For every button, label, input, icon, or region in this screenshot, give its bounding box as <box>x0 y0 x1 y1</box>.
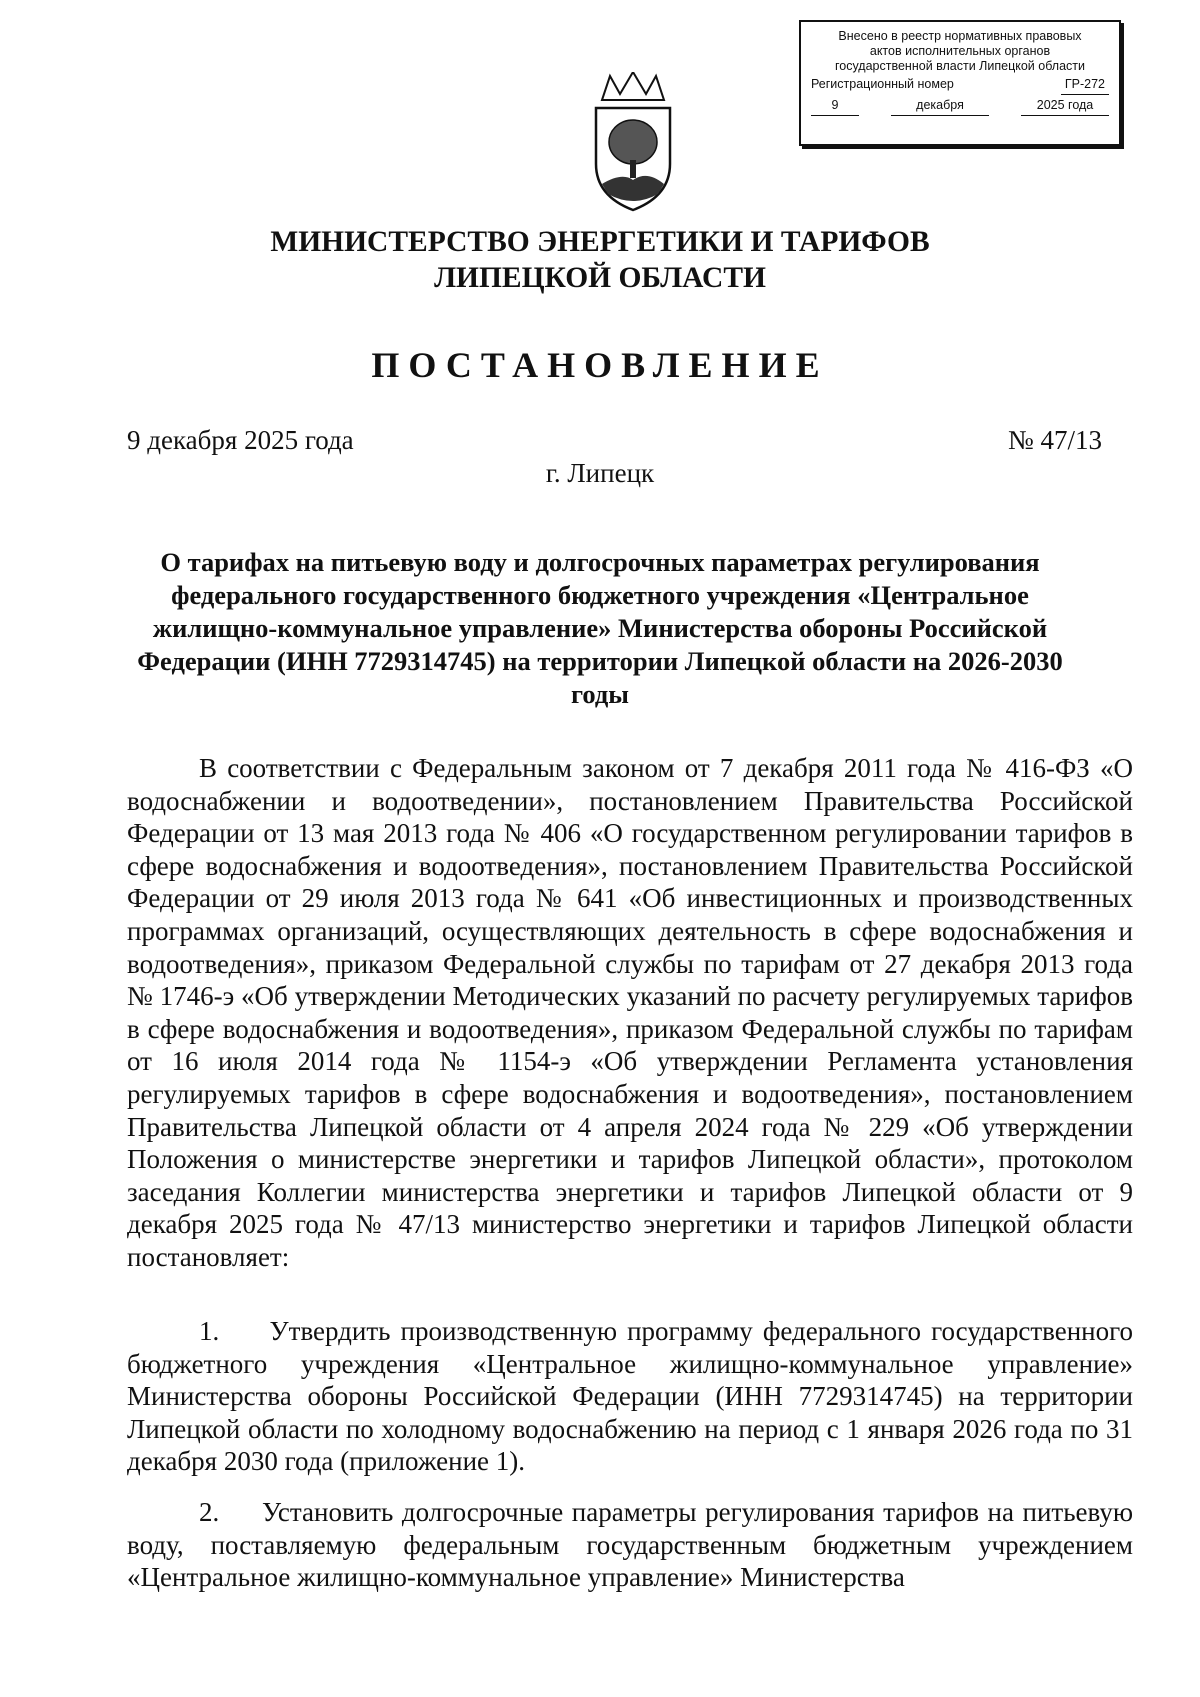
stamp-reg-row <box>811 74 1109 95</box>
stamp-reg-number: ГР-272 <box>1061 74 1109 95</box>
item-1-paragraph: 1. Утвердить производственную программу федерального государственного бюджетного учреждения «Центральное жилищно-коммунальное управление» Министерства обороны Российской Федерации (ИНН 7729314745) на территории Липецкой области по холодному водоснабжению на период с 1 января 2026 года по 31 декабря 2030 года (приложение 1). <box>127 1316 1133 1477</box>
document-number: № 47/13 <box>1007 425 1102 455</box>
document-subject: О тарифах на питьевую воду и долгосрочных параметрах регулирования федерального государственного бюджетного учреждения «Центральное жилищно-коммунальное управление» Министерства обороны Российской Федерации (ИНН 7729314745) на территории Липецкой области на 2026-2030 годы <box>137 547 1063 709</box>
stamp-year: 2025 года <box>1021 95 1109 116</box>
stamp-line-3: государственной власти Липецкой области <box>834 59 1086 73</box>
document-type: ПОСТАНОВЛЕНИЕ <box>371 345 829 385</box>
registry-stamp <box>799 20 1121 146</box>
preamble-paragraph: В соответствии с Федеральным законом от 7 декабря 2011 года № 416-ФЗ «О водоснабжении и водоотведении», постановлением Правительства Российской Федерации от 13 мая 2013 года № 406 «О государственном регулировании тарифов в сфере водоснабжения и водоотведения», постановлением Правительства Российской Федерации от 29 июля 2013 года № 641 «Об инвестиционных и производственных программах организаций, осуществляющих деятельность в сфере водоснабжения и водоотведения», приказом Федеральной службы по тарифам от 27 декабря 2013 года № 1746-э «Об утверждении Методических указаний по расчету регулируемых тарифов в сфере водоснабжения и водоотведения», приказом Федеральной службы по тарифам от 16 июля 2014 года № 1154-э «Об утверждении Регламента установления регулируемых тарифов в сфере водоснабжения и водоотведения», постановлением Правительства Липецкой области от 4 апреля 2024 года № 229 «Об утверждении Положения о министерстве энергетики и тарифов Липецкой области», протоколом заседания Коллегии министерства энергетики и тарифов Липецкой области от 9 декабря 2025 года № 47/13 министерство энергетики и тарифов Липецкой области постановляет: <box>127 753 1133 1272</box>
ministry-name-line-2: ЛИПЕЦКОЙ ОБЛАСТИ <box>434 262 766 294</box>
stamp-line-1: Внесено в реестр нормативных правовых <box>838 29 1082 43</box>
document-city: г. Липецк <box>545 458 655 488</box>
document-date: 9 декабря 2025 года <box>127 425 354 455</box>
stamp-date-row <box>811 95 1109 116</box>
stamp-reg-label: Регистрационный номер <box>811 77 954 91</box>
stamp-month: декабря <box>891 95 989 116</box>
item-2-paragraph: 2. Установить долгосрочные параметры регулирования тарифов на питьевую воду, поставляемую федеральным государственным бюджетным учреждением «Центральное жилищно-коммунальное управление» Министерства <box>127 1497 1133 1593</box>
ministry-name-line-1: МИНИСТЕРСТВО ЭНЕРГЕТИКИ И ТАРИФОВ <box>270 226 930 258</box>
stamp-day: 9 <box>811 95 859 116</box>
stamp-line-2: актов исполнительных органов <box>869 44 1051 58</box>
coat-of-arms-icon <box>592 72 674 212</box>
